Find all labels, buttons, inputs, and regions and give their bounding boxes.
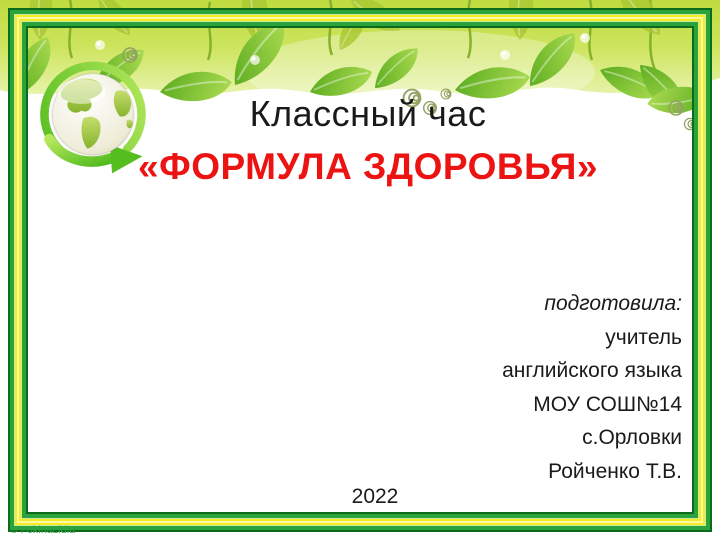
page-subtitle: «ФОРМУЛА ЗДОРОВЬЯ» <box>138 146 598 187</box>
credit-line: с.Орловки <box>582 426 682 449</box>
credit-line: МОУ СОШ№14 <box>533 392 682 416</box>
year-label: 2022 <box>351 485 399 508</box>
title-block <box>8 92 720 189</box>
author-credits <box>502 287 682 488</box>
prepared-by-label: подготовила: <box>544 292 682 315</box>
credit-line: Ройченко Т.В. <box>548 459 682 483</box>
page-title: Классный час <box>249 93 487 134</box>
watermark-credit: © FokinaLidia <box>10 525 76 536</box>
credit-line: английского языка <box>502 359 682 382</box>
credit-line: учитель <box>605 325 682 349</box>
